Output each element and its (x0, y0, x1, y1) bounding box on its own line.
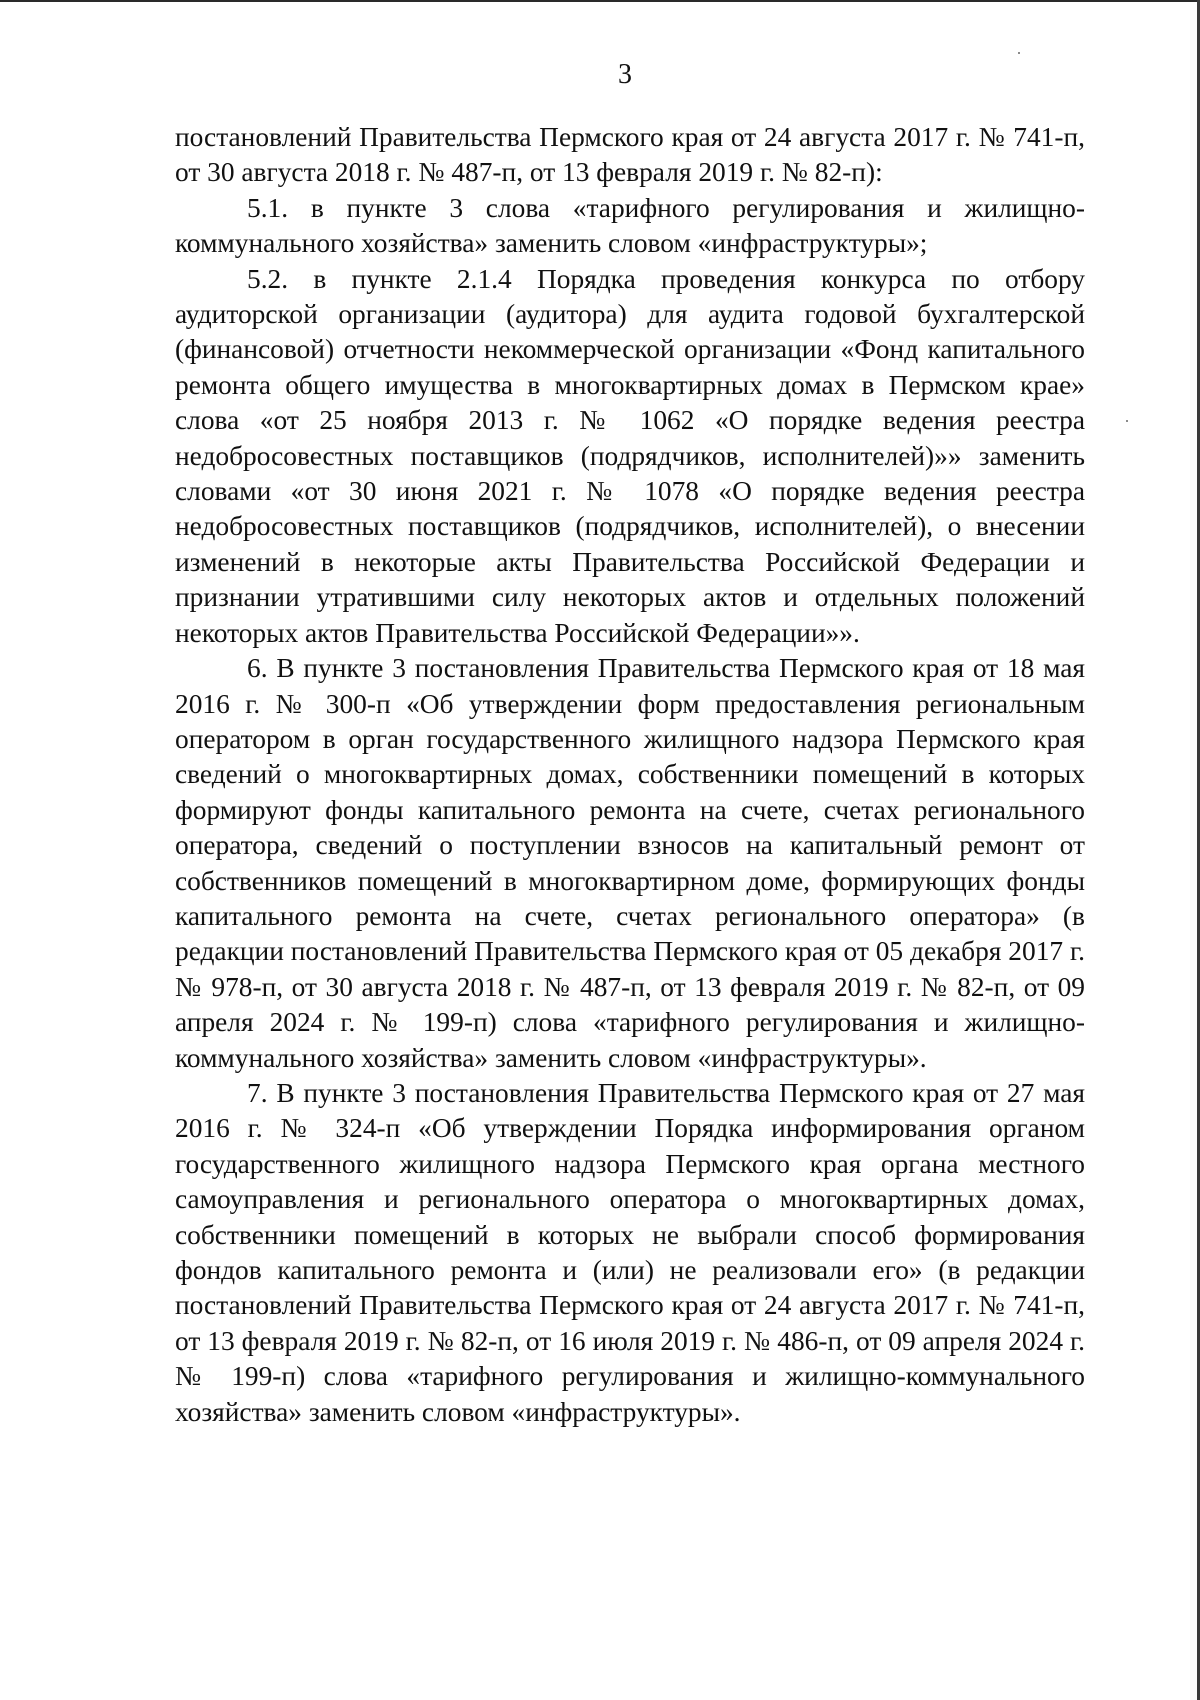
paragraph-5-1: 5.1. в пункте 3 слова «тарифного регулирования и жилищно-коммунального хозяйства» заменить словом «инфраструктуры»; (175, 192, 1085, 259)
scan-speck (1126, 420, 1128, 422)
document-body (175, 120, 1085, 1430)
scan-edge-top (0, 0, 1200, 2)
paragraph-5-2: 5.2. в пункте 2.1.4 Порядка проведения конкурса по отбору аудиторской организации (аудитора) для аудита годовой бухгалтерской (финансовой) отчетности некоммерческой организации «Фонд капитального ремонта общего имущества в многоквартирных домах в Пермском крае» слова «от 25 ноября 2013 г. № 1062 «О порядке ведения реестра недобросовестных поставщиков (подрядчиков, исполнителей)»» заменить словами «от 30 июня 2021 г. № 1078 «О порядке ведения реестра недобросовестных поставщиков (подрядчиков, исполнителей), о внесении изменений в некоторые акты Правительства Российской Федерации и признании утратившими силу некоторых актов и отдельных положений некоторых актов Правительства Российской Федерации»». (175, 263, 1085, 648)
page-number: 3 (618, 59, 632, 90)
scan-speck (1018, 52, 1020, 54)
paragraph-continuation: постановлений Правительства Пермского края от 24 августа 2017 г. № 741-п, от 30 августа 2018 г. № 487-п, от 13 февраля 2019 г. № 82-п): (175, 122, 1085, 188)
paragraph-6: 6. В пункте 3 постановления Правительства Пермского края от 18 мая 2016 г. № 300-п «Об утверждении форм предоставления региональным оператором в орган государственного жилищного надзора Пермского края сведений о многоквартирных домах, собственники помещений в которых формируют фонды капитального ремонта на счете, счетах регионального оператора, сведений о поступлении взносов на капитальный ремонт от собственников помещений в многоквартирном доме, формирующих фонды капитального ремонта на счете, счетах регионального оператора» (в редакции постановлений Правительства Пермского края от 05 декабря 2017 г. № 978-п, от 30 августа 2018 г. № 487-п, от 13 февраля 2019 г. № 82-п, от 09 апреля 2024 г. № 199-п) слова «тарифного регулирования и жилищно-коммунального хозяйства» заменить словом «инфраструктуры». (175, 653, 1085, 1073)
paragraph-7: 7. В пункте 3 постановления Правительства Пермского края от 27 мая 2016 г. № 324-п «Об утверждении Порядка информирования органом государственного жилищного надзора Пермского края органа местного самоуправления и регионального оператора о многоквартирных домах, собственники помещений в которых не выбрали способ формирования фондов капитального ремонта и (или) не реализовали его» (в редакции постановлений Правительства Пермского края от 24 августа 2017 г. № 741-п, от 13 февраля 2019 г. № 82-п, от 16 июля 2019 г. № 486-п, от 09 апреля 2024 г. № 199-п) слова «тарифного регулирования и жилищно-коммунального хозяйства» заменить словом «инфраструктуры». (175, 1077, 1085, 1427)
